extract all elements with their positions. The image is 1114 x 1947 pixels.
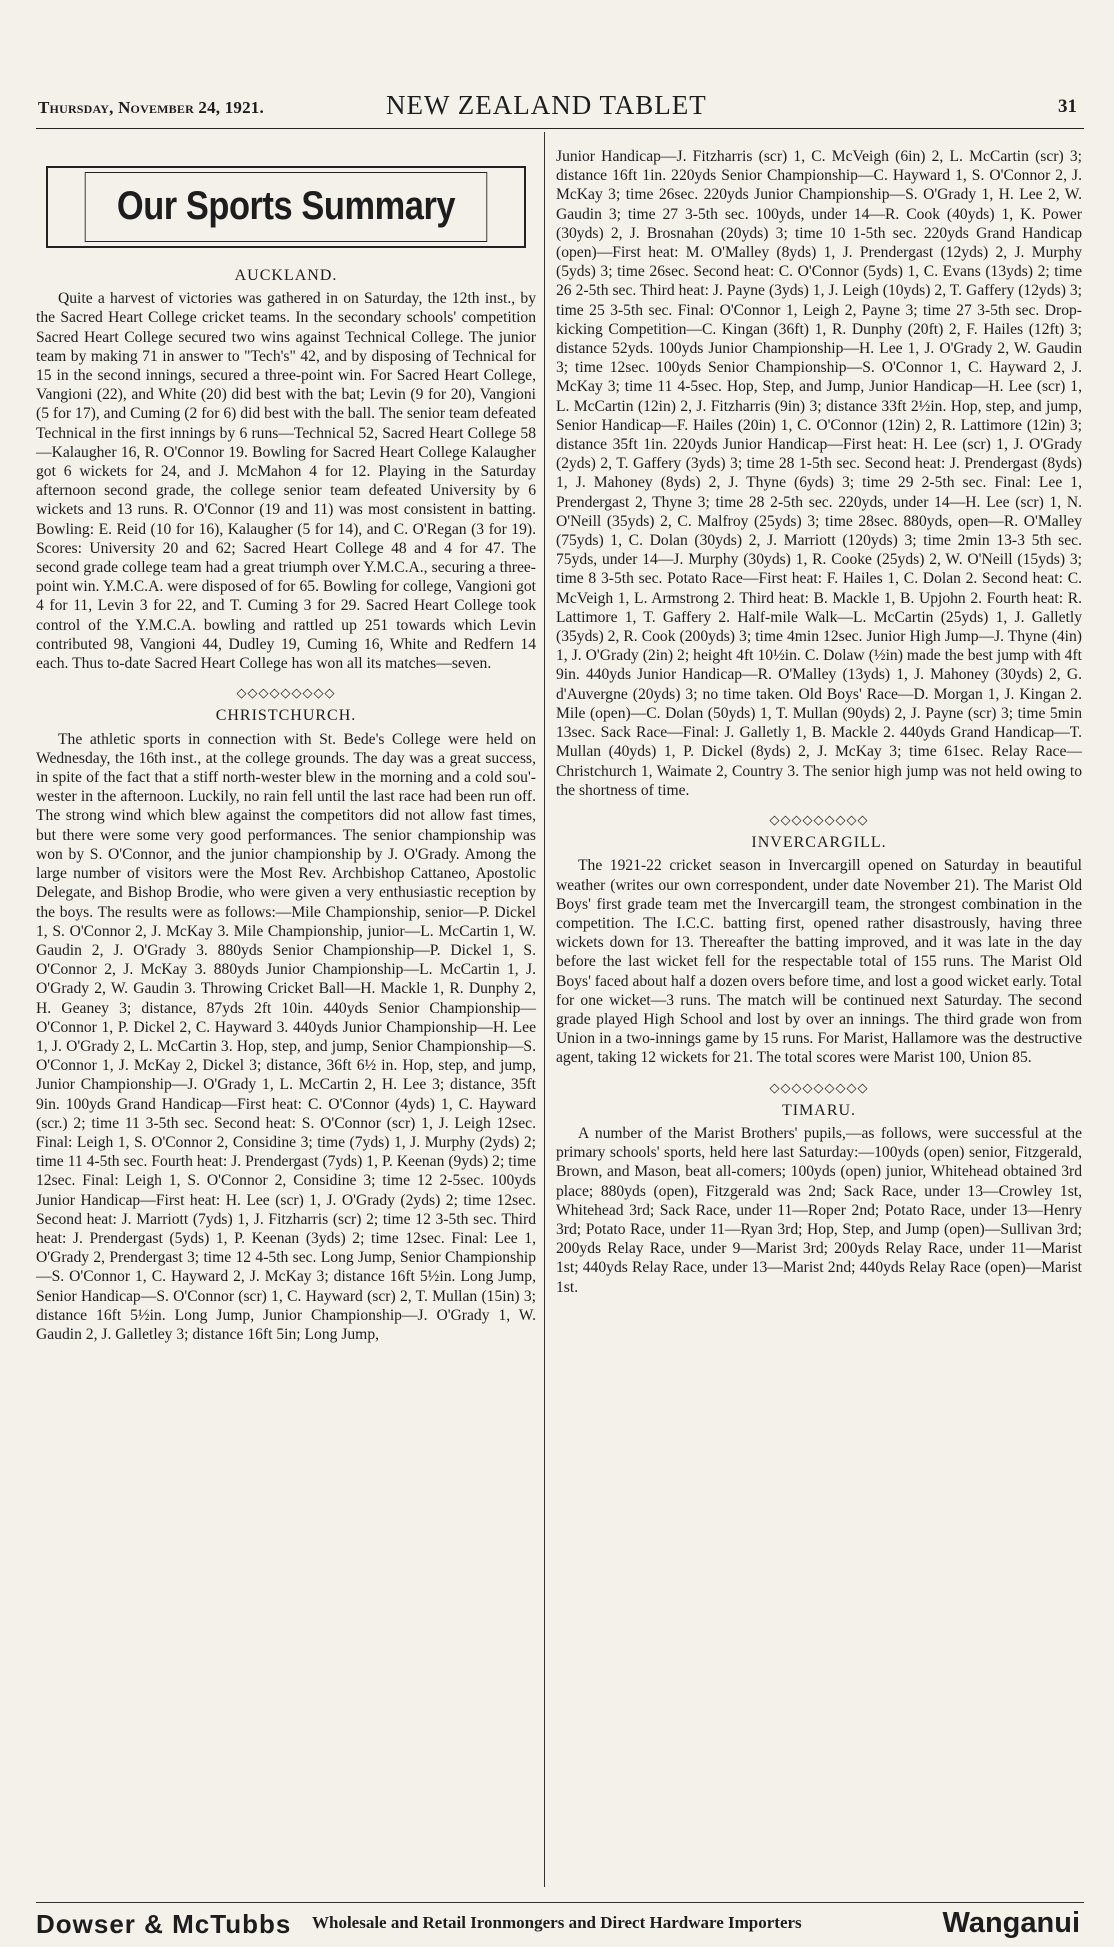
page-number: 31 <box>1058 96 1077 117</box>
christchurch-continued: Junior Handicap—J. Fitzharris (scr) 1, C. McVeigh (6in) 2, L. McCartin (scr) 3; distance 16ft 1in. 220yds Senior Championship—C. Hayward 1, S. O'Connor 2, J. McKay 3; time 26sec. 220yds Junior Championship—S. O'Grady 1, H. Lee 2, W. Gaudin 3; time 27 3-5th sec. 100yds, under 14—R. Cook (40yds) 1, K. Power (30yds) 2, J. Brosnahan (20yds) 3; time 10 1-5th sec. 220yds Grand Handicap (open)—First heat: M. O'Malley (8yds) 1, J. Prendergast (12yds) 2, J. Murphy (5yds) 3; time 26sec. Second heat: C. O'Connor (5yds) 1, C. Evans (13yds) 2; time 26 2-5th sec. Third heat: J. Payne (3yds) 1, J. Leigh (10yds) 2, T. Gaffery (12yds) 3; time 25 3-5th sec. Final: O'Connor 1, Leigh 2, Payne 3; time 27 3-5th sec. Drop-kicking Competition—C. Kingan (36ft) 1, R. Dunphy (20ft) 2, F. Hailes (12ft) 3; distance 52yds. 100yds Junior Championship—H. Lee 1, J. O'Grady 2, W. Gaudin 3; time 12sec. 100yds Senior Championship—S. O'Connor 1, C. Hayward 2, J. McKay 3; time 11 4-5sec. Hop, Step, and Jump, Junior Handicap—H. Lee (scr) 1, L. McCartin (12in) 2, J. Fitzharris (9in) 3; distance 33ft 2½in. Hop, step, and jump, Senior Handicap—F. Hailes (20in) 1, C. O'Connor (12in) 2, R. Lattimore (12in) 3; distance 35ft 1in. 220yds Junior Handicap—First heat: H. Lee (scr) 1, J. O'Grady (2yds) 2, T. Gaffery (3yds) 3; time 28 1-5th sec. Second heat: J. Prendergast (8yds) 1, J. Mahoney (8yds) 2, J. Thyne (6yds) 3; time 29 2-5th sec. Final: Lee 1, Prendergast 2, Thyne 3; time 28 2-5th sec. 220yds, under 14—H. Lee (scr) 1, N. O'Neill (35yds) 2, C. Malfroy (25yds) 3; time 28sec. 880yds, open—R. O'Malley (75yds) 1, C. Dolan (30yds) 2, J. Marriott (120yds) 3; time 2min 13-3 5th sec. 75yds, under 14—J. Murphy (30yds) 1, R. Cooke (25yds) 2, W. O'Neill (15yds) 3; time 8 3-5th sec. Potato Race—First heat: F. Hailes 1, C. Dolan 2. Second heat: C. McVeigh 1, L. Armstrong 2. Third heat: B. Mackle 1, B. Upjohn 2. Fourth heat: R. Lattimore 1, T. Gaffery 2. Half-mile Walk—L. McCartin (25yds) 1, J. Galletly (35yds) 2, R. Cook (200yds) 3; time 4min 12sec. Junior High Jump—J. Thyne (4in) 1, J. O'Grady (2in) 2; height 4ft 10½in. C. Dolaw (½in) made the best jump with 4ft 9in. 440yds Junior Handicap—R. O'Malley (13yds) 1, J. Mahoney (30yds) 2, G. d'Auvergne (20yds) 3; no time taken. Old Boys' Race—D. Morgan 1, J. Kingan 2. Mile (open)—C. Dolan (50yds) 1, T. Mullan (90yds) 2, J. Payne (scr) 3; time 5min 13sec. Sack Race—Final: J. Galletly 1, B. Mackle 2. 440yds Grand Handicap—T. Mullan (40yds) 1, P. Dickel (8yds) 2, J. McKay 3; time 61sec. Relay Race—Christchurch 1, Waimate 2, Country 3. The senior high jump was not held owing to the shortness of time. <box>556 148 1082 799</box>
footer-advertisement <box>36 1902 1084 1939</box>
ornament-divider: ◇◇◇◇◇◇◇◇◇ <box>769 811 869 827</box>
advertiser-tagline: Wholesale and Retail Ironmongers and Direct Hardware Importers <box>312 1913 802 1932</box>
section-heading-invercargill: INVERCARGILL. <box>751 834 887 852</box>
timaru-paragraph: A number of the Marist Brothers' pupils,—as follows, were successful at the primary schools' sports, held here last Saturday:—100yds (open) senior, Fitzgerald, Brown, and Mason, beat all-comers; 100yds (open) junior, Whitehead obtained 3rd place; 880yds (open), Fitzgerald was 2nd; Sack Race, under 13—Crowley 1st, Whitehead 3rd; Sack Race, under 11—Roper 2nd; Potato Race, under 13—Henry 3rd; Potato Race, under 11—Ryan 3rd; Hop, Step, and Jump (open)—Sullivan 3rd; 200yds Relay Race, under 9—Marist 3rd; 200yds Relay Race, under 11—Marist 1st; 440yds Relay Race, under 13—Marist 2nd; 440yds Relay Race (open)—Marist 1st. <box>556 1124 1082 1296</box>
ornament-divider: ◇◇◇◇◇◇◇◇◇ <box>236 685 336 701</box>
feature-title: Our Sports Summary <box>85 172 487 242</box>
header-rule <box>36 128 1084 129</box>
left-column <box>36 140 536 1344</box>
right-column <box>556 147 1082 1297</box>
issue-date: Thursday, November 24, 1921. <box>38 98 264 117</box>
page-header <box>38 92 1083 126</box>
feature-title-box <box>46 166 526 248</box>
auckland-paragraph: Quite a harvest of victories was gathered in on Saturday, the 12th inst., by the Sacred Heart College cricket teams. In the secondary schools' competition Sacred Heart College secured two wins against Technical College. The junior team by making 71 in answer to "Tech's" 42, and by disposing of Technical for 15 in the second innings, secured a three-point win. For Sacred Heart College, Vangioni (22), and White (20) did best with the bat; Levin (9 for 20), Vangioni (5 for 17), and Cuming (2 for 6) did best with the ball. The senior team defeated Technical in the first innings by 6 runs—Technical 52, Sacred Heart College 58—Kalaugher 16, R. O'Connor 19. Bowling for Sacred Heart College Kalaugher got 6 wickets for 24, and J. McMahon 4 for 12. Playing in the Saturday afternoon second grade, the college senior team defeated University by 6 wickets and 13 runs. R. O'Connor (19 and 11) was most consistent in batting. Bowling: E. Reid (10 for 16), Kalaugher (5 for 14), and C. O'Regan (3 for 19). Scores: University 20 and 62; Sacred Heart College 48 and 4 for 47. The second grade college team had a great triumph over Y.M.C.A., securing a three-point win. Y.M.C.A. were disposed of for 65. Bowling for college, Vangioni got 4 for 11, Levin 3 for 22, and T. Cuming 3 for 29. Sacred Heart College took control of the Y.M.C.A. bowling and rattled up 251 towards which Levin contributed 98, Vangioni 44, Dudley 19, Cuming 16, White and Redfern 14 each. Thus to-date Sacred Heart College has won all its matches—seven. <box>36 290 536 673</box>
advertiser-name: Dowser & McTubbs <box>36 1909 292 1939</box>
invercargill-paragraph: The 1921-22 cricket season in Invercargill opened on Saturday in beautiful weather (writes our own correspondent, under date November 21). The Marist Old Boys' first grade team met the Invercargill team, the strongest combination in the competition. The I.C.C. batting first, opened rather disastrously, having three wickets down for 13. Thereafter the batting improved, and it was late in the day before the last wicket fell for the respectable total of 155 runs. The Marist Old Boys' faced about half a dozen overs before time, and lost a good wicket early. Total for one wicket—3 runs. The match will be continued next Saturday. The second grade played High School and lost by over an innings. The third grade won from Union in a two-innings game by 15 runs. For Marist, Hallamore was the destructive agent, taking 12 wickets for 21. The total scores were Marist 100, Union 85. <box>556 857 1082 1067</box>
column-divider <box>544 132 545 1887</box>
christchurch-paragraph: The athletic sports in connection with St. Bede's College were held on Wednesday, the 16th inst., at the college grounds. The day was a great success, in spite of the fact that a stiff north-wester blew in the morning and a cold sou'-wester in the afternoon. Luckily, no rain fell until the last race had been run off. The strong wind which blew against the competitors did not allow fast times, but there were some very good performances. The senior championship was won by S. O'Connor, and the junior championship by J. O'Grady. Among the large number of visitors were the Most Rev. Archbishop Cattaneo, Apostolic Delegate, and Bishop Brodie, who were given a very enthusiastic reception by the boys. The results were as follows:—Mile Championship, senior—P. Dickel 1, S. O'Connor 2, J. McKay 3. Mile Championship, junior—L. McCartin 1, W. Gaudin 2, J. O'Grady 3. 880yds Senior Championship—P. Dickel 1, S. O'Connor 2, J. McKay 3. 880yds Junior Championship—L. McCartin 1, J. O'Grady 2, W. Gaudin 3. Throwing Cricket Ball—H. Mackle 1, R. Dunphy 2, H. Geaney 3; distance, 87yds 2ft 10in. 440yds Senior Championship—O'Connor 1, P. Dickel 2, C. Hayward 3. 440yds Junior Championship—H. Lee 1, J. O'Grady 2, L. McCartin 3. Hop, step, and jump, Senior Championship—S. O'Connor 1, J. McKay 2, Dickel 3; distance, 36ft 6½ in. Hop, step, and jump, Junior Championship—J. O'Grady 1, L. McCartin 2, H. Lee 3; distance, 35ft 9in. 100yds Grand Handicap—First heat: C. O'Connor (4yds) 1, C. Hayward (scr.) 2; time 11 3-5th sec. Second heat: S. O'Connor (scr) 1, J. Leigh 12sec. Final: Leigh 1, S. O'Connor 2, Considine 3; time (7yds) 1, J. Murphy (2yds) 2; time 11 4-5th sec. Fourth heat: J. Prendergast (7yds) 1, P. Keenan (9yds) 2; time 12sec. Final: Leigh 1, S. O'Connor 2, Considine 3; time 12 2-5sec. 100yds Junior Handicap—First heat: H. Lee (scr) 1, J. O'Grady (2yds) 2; time 12sec. Second heat: J. Marriott (7yds) 1, J. Fitzharris (scr) 2; time 12 3-5th sec. Third heat: J. Prendergast (5yds) 1, P. Keenan (3yds) 2; time 12sec. Final: Lee 1, O'Grady 2, Prendergast 3; time 12 4-5th sec. Long Jump, Senior Championship—S. O'Connor 1, C. Hayward 2, J. McKay 3; distance 16ft 5½in. Long Jump, Senior Handicap—S. O'Connor (scr) 1, C. Hayward (scr) 2, T. Mullan (15in) 3; distance 16ft 5½in. Long Jump, Junior Championship—J. O'Grady 1, W. Gaudin 2, J. Galletley 3; distance 16ft 5in; Long Jump, <box>36 730 536 1343</box>
publication-title: NEW ZEALAND TABLET <box>386 90 707 120</box>
advertiser-location: Wanganui <box>942 1907 1080 1939</box>
section-heading-auckland: AUCKLAND. <box>234 267 338 284</box>
ornament-divider: ◇◇◇◇◇◇◇◇◇ <box>769 1079 869 1095</box>
section-heading-christchurch: CHRISTCHURCH. <box>215 707 357 725</box>
section-heading-timaru: TIMARU. <box>781 1101 857 1119</box>
